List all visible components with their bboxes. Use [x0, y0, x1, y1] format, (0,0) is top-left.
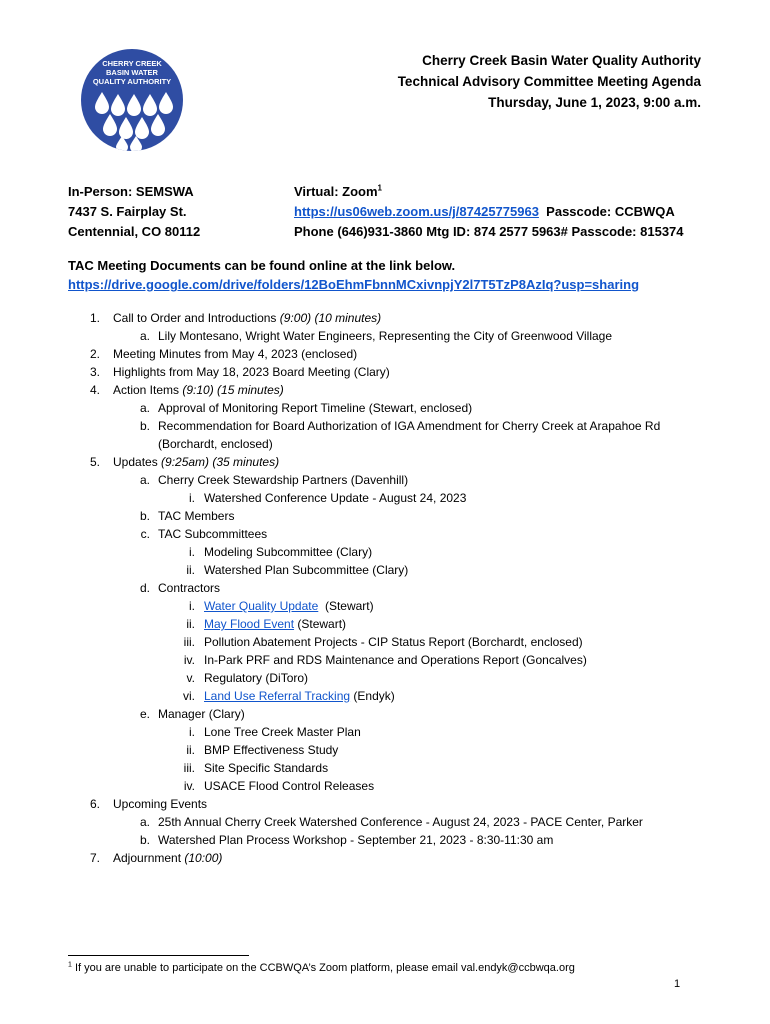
agenda-item-number: 7. [89, 851, 100, 865]
logo-line-3: QUALITY AUTHORITY [92, 77, 172, 86]
phone-line: Phone (646)931-3860 Mtg ID: 874 2577 5963# Passcode: 815374 [294, 224, 684, 239]
agenda-item-number: b. [139, 419, 150, 433]
agenda-item-time: (9:25am) (35 minutes) [161, 455, 280, 469]
agenda-item-text [113, 364, 390, 381]
agenda-item-label: (Stewart) [294, 617, 347, 631]
agenda-item-text [158, 814, 643, 831]
agenda-item-label: (Borchardt, enclosed) [158, 437, 273, 451]
drive-folder-link[interactable]: https://drive.google.com/drive/folders/12BoEhmFbnnMCxivnpjY2l7T5TzP8AzIq?usp=sharing [68, 277, 640, 292]
agenda-item [0, 724, 770, 741]
agenda-item [0, 346, 770, 363]
org-name: Cherry Creek Basin Water Quality Authority [422, 53, 701, 68]
agenda-item-text [158, 400, 472, 417]
agenda-item-text [204, 598, 374, 615]
street-address: 7437 S. Fairplay St. [68, 204, 187, 219]
agenda-item [0, 652, 770, 669]
agenda-item-number: c. [140, 527, 150, 541]
agenda-item [0, 382, 770, 399]
agenda-item-number: a. [139, 401, 150, 415]
agenda-item-text [204, 760, 328, 777]
page-number: 1 [674, 978, 681, 990]
agenda-item [0, 832, 770, 849]
agenda-item-number: i. [189, 599, 195, 613]
agenda-item [0, 670, 770, 687]
agenda-item-link[interactable]: Water Quality Update [204, 599, 319, 613]
agenda-item-text [113, 382, 284, 399]
zoom-link[interactable]: https://us06web.zoom.us/j/87425775963 [294, 204, 539, 219]
agenda-item-label: Watershed Plan Process Workshop - September 21, 2023 - 8:30-11:30 am [158, 833, 554, 847]
agenda-item [0, 706, 770, 723]
agenda-item-label: Approval of Monitoring Report Timeline (Stewart, enclosed) [158, 401, 473, 415]
agenda-item-text [204, 652, 587, 669]
logo-line-1: CHERRY CREEK [102, 59, 162, 68]
agenda-item-label: USACE Flood Control Releases [204, 779, 375, 793]
agenda-item-label: Modeling Subcommittee (Clary) [204, 545, 373, 559]
agenda-item-number: 3. [89, 365, 100, 379]
agenda-item [0, 796, 770, 813]
agenda-item-text [113, 454, 279, 471]
agenda-item-number: 4. [89, 383, 100, 397]
zoom-passcode: Passcode: CCBWQA [546, 204, 675, 219]
virtual-location [294, 182, 684, 242]
agenda-item-label: Highlights from May 18, 2023 Board Meeting (Clary) [113, 365, 390, 379]
agenda-item-text [158, 508, 234, 525]
footnote [68, 962, 575, 974]
agenda-item [0, 634, 770, 651]
logo-line-2: BASIN WATER [106, 68, 158, 77]
agenda-item-text [204, 490, 466, 507]
agenda-item-number: iii. [183, 635, 195, 649]
agenda-item-text [158, 526, 267, 543]
agenda-item-number: b. [139, 509, 150, 523]
agenda-item [0, 580, 770, 597]
footnote-ref: 1 [377, 183, 382, 193]
agenda-item-number: i. [189, 725, 195, 739]
footnote-text: If you are unable to participate on the CCBWQA’s Zoom platform, please email val.endyk@ccbwqa.org [71, 962, 575, 974]
agenda-item [0, 418, 770, 435]
inperson-location [68, 182, 200, 242]
ccbwqa-logo [80, 48, 184, 152]
agenda-item-text [158, 328, 612, 345]
agenda-item-number: a. [139, 473, 150, 487]
agenda-item-text [204, 742, 338, 759]
agenda-item [0, 814, 770, 831]
agenda-item-label: Meeting Minutes from May 4, 2023 (enclosed) [113, 347, 358, 361]
agenda-item-label: Watershed Plan Subcommittee (Clary) [204, 563, 409, 577]
agenda-item-label: Manager (Clary) [158, 707, 245, 721]
agenda-item-text [113, 346, 357, 363]
agenda-item-label: Contractors [158, 581, 221, 595]
agenda-item [0, 742, 770, 759]
agenda-item [0, 778, 770, 795]
agenda-item-text [158, 472, 408, 489]
agenda-item-number: ii. [186, 743, 195, 757]
agenda-item-text [158, 706, 245, 723]
agenda-item-number: 1. [89, 311, 100, 325]
agenda-item [0, 850, 770, 867]
agenda-item-text [204, 778, 374, 795]
agenda-item [0, 490, 770, 507]
document-header [398, 50, 701, 113]
agenda-item-number: i. [189, 545, 195, 559]
agenda-item-text [158, 436, 273, 453]
agenda-item-number: e. [139, 707, 150, 721]
agenda-item-text [204, 544, 372, 561]
agenda-item-text [113, 850, 222, 867]
agenda-item-text [158, 832, 553, 849]
agenda-item [0, 526, 770, 543]
agenda-item-number: 2. [89, 347, 100, 361]
agenda-item-time: (10:00) [184, 851, 223, 865]
agenda-item-text [204, 724, 361, 741]
agenda-item-number: i. [189, 491, 195, 505]
agenda-item-number: iii. [183, 761, 195, 775]
agenda-item-number: v. [186, 671, 195, 685]
agenda-item-label: Watershed Conference Update - August 24, 2023 [204, 491, 467, 505]
agenda-item-label: Lone Tree Creek Master Plan [204, 725, 361, 739]
agenda-item [0, 544, 770, 561]
agenda-item [0, 328, 770, 345]
agenda-item-text [158, 580, 220, 597]
documents-heading: TAC Meeting Documents can be found online at the link below. [68, 258, 456, 273]
agenda-item-label: Adjournment [113, 851, 185, 865]
agenda-title: Technical Advisory Committee Meeting Agenda [397, 74, 701, 89]
agenda-item-time: (9:10) (15 minutes) [182, 383, 284, 397]
agenda-item [0, 616, 770, 633]
agenda-item [0, 688, 770, 705]
agenda-item-label: Action Items [113, 383, 183, 397]
agenda-item-number: a. [139, 815, 150, 829]
agenda-item-number: iv. [183, 653, 195, 667]
agenda-item-number: ii. [186, 617, 195, 631]
agenda-item-number: vi. [183, 689, 195, 703]
agenda-item [0, 400, 770, 417]
agenda-item-label: Recommendation for Board Authorization of IGA Amendment for Cherry Creek at Arapahoe Rd [158, 419, 661, 433]
agenda-item-number: d. [139, 581, 150, 595]
agenda-item [0, 310, 770, 327]
agenda-item-text [204, 670, 308, 687]
agenda-item [0, 598, 770, 615]
agenda-item-label: Updates [113, 455, 162, 469]
agenda-item-label: Pollution Abatement Projects - CIP Status Report (Borchardt, enclosed) [204, 635, 583, 649]
agenda-item-link[interactable]: May Flood Event [204, 617, 295, 631]
agenda-item [0, 508, 770, 525]
agenda-item-text [204, 634, 583, 651]
agenda-item-label: Site Specific Standards [204, 761, 329, 775]
agenda-item-text [204, 562, 408, 579]
agenda-item-number: a. [139, 329, 150, 343]
agenda-item-text [113, 796, 207, 813]
agenda-item-number: iv. [183, 779, 195, 793]
agenda-item-time: (9:00) (10 minutes) [279, 311, 382, 325]
agenda-item-link[interactable]: Land Use Referral Tracking [204, 689, 351, 703]
documents-section [68, 256, 639, 294]
agenda-item [0, 472, 770, 489]
agenda-item-number: b. [139, 833, 150, 847]
agenda-item-number: ii. [186, 563, 195, 577]
footnote-divider [68, 955, 249, 956]
agenda-item-text [204, 616, 346, 633]
agenda-item-label: Upcoming Events [113, 797, 208, 811]
agenda-item-text [113, 310, 381, 327]
agenda-item [0, 760, 770, 777]
virtual-label: Virtual: Zoom [294, 184, 378, 199]
agenda-item-label: TAC Members [158, 509, 235, 523]
footnote-number: 1 [68, 961, 72, 969]
agenda-item [0, 562, 770, 579]
agenda-item-label: Cherry Creek Stewardship Partners (Davenhill) [158, 473, 409, 487]
agenda-item-label: (Stewart) [318, 599, 374, 613]
agenda-item-text [158, 418, 660, 435]
agenda-item [0, 454, 770, 471]
agenda-item-label: Lily Montesano, Wright Water Engineers, Representing the City of Greenwood Village [158, 329, 613, 343]
agenda-item-label: (Endyk) [350, 689, 395, 703]
meeting-date: Thursday, June 1, 2023, 9:00 a.m. [488, 95, 701, 110]
agenda-item-label: BMP Effectiveness Study [204, 743, 339, 757]
agenda-item-label: TAC Subcommittees [158, 527, 268, 541]
agenda-item-text [204, 688, 395, 705]
agenda-item-number: 5. [89, 455, 100, 469]
agenda-item [0, 364, 770, 381]
agenda-item-label: 25th Annual Cherry Creek Watershed Conference - August 24, 2023 - PACE Center, Parker [158, 815, 643, 829]
inperson-label: In-Person: SEMSWA [68, 184, 194, 199]
agenda-item-label: In-Park PRF and RDS Maintenance and Operations Report (Goncalves) [204, 653, 587, 667]
agenda-item-number: 6. [89, 797, 100, 811]
city-address: Centennial, CO 80112 [68, 224, 201, 239]
agenda-item-label: Call to Order and Introductions [113, 311, 280, 325]
agenda-item [0, 436, 770, 453]
agenda-item-label: Regulatory (DiToro) [204, 671, 309, 685]
